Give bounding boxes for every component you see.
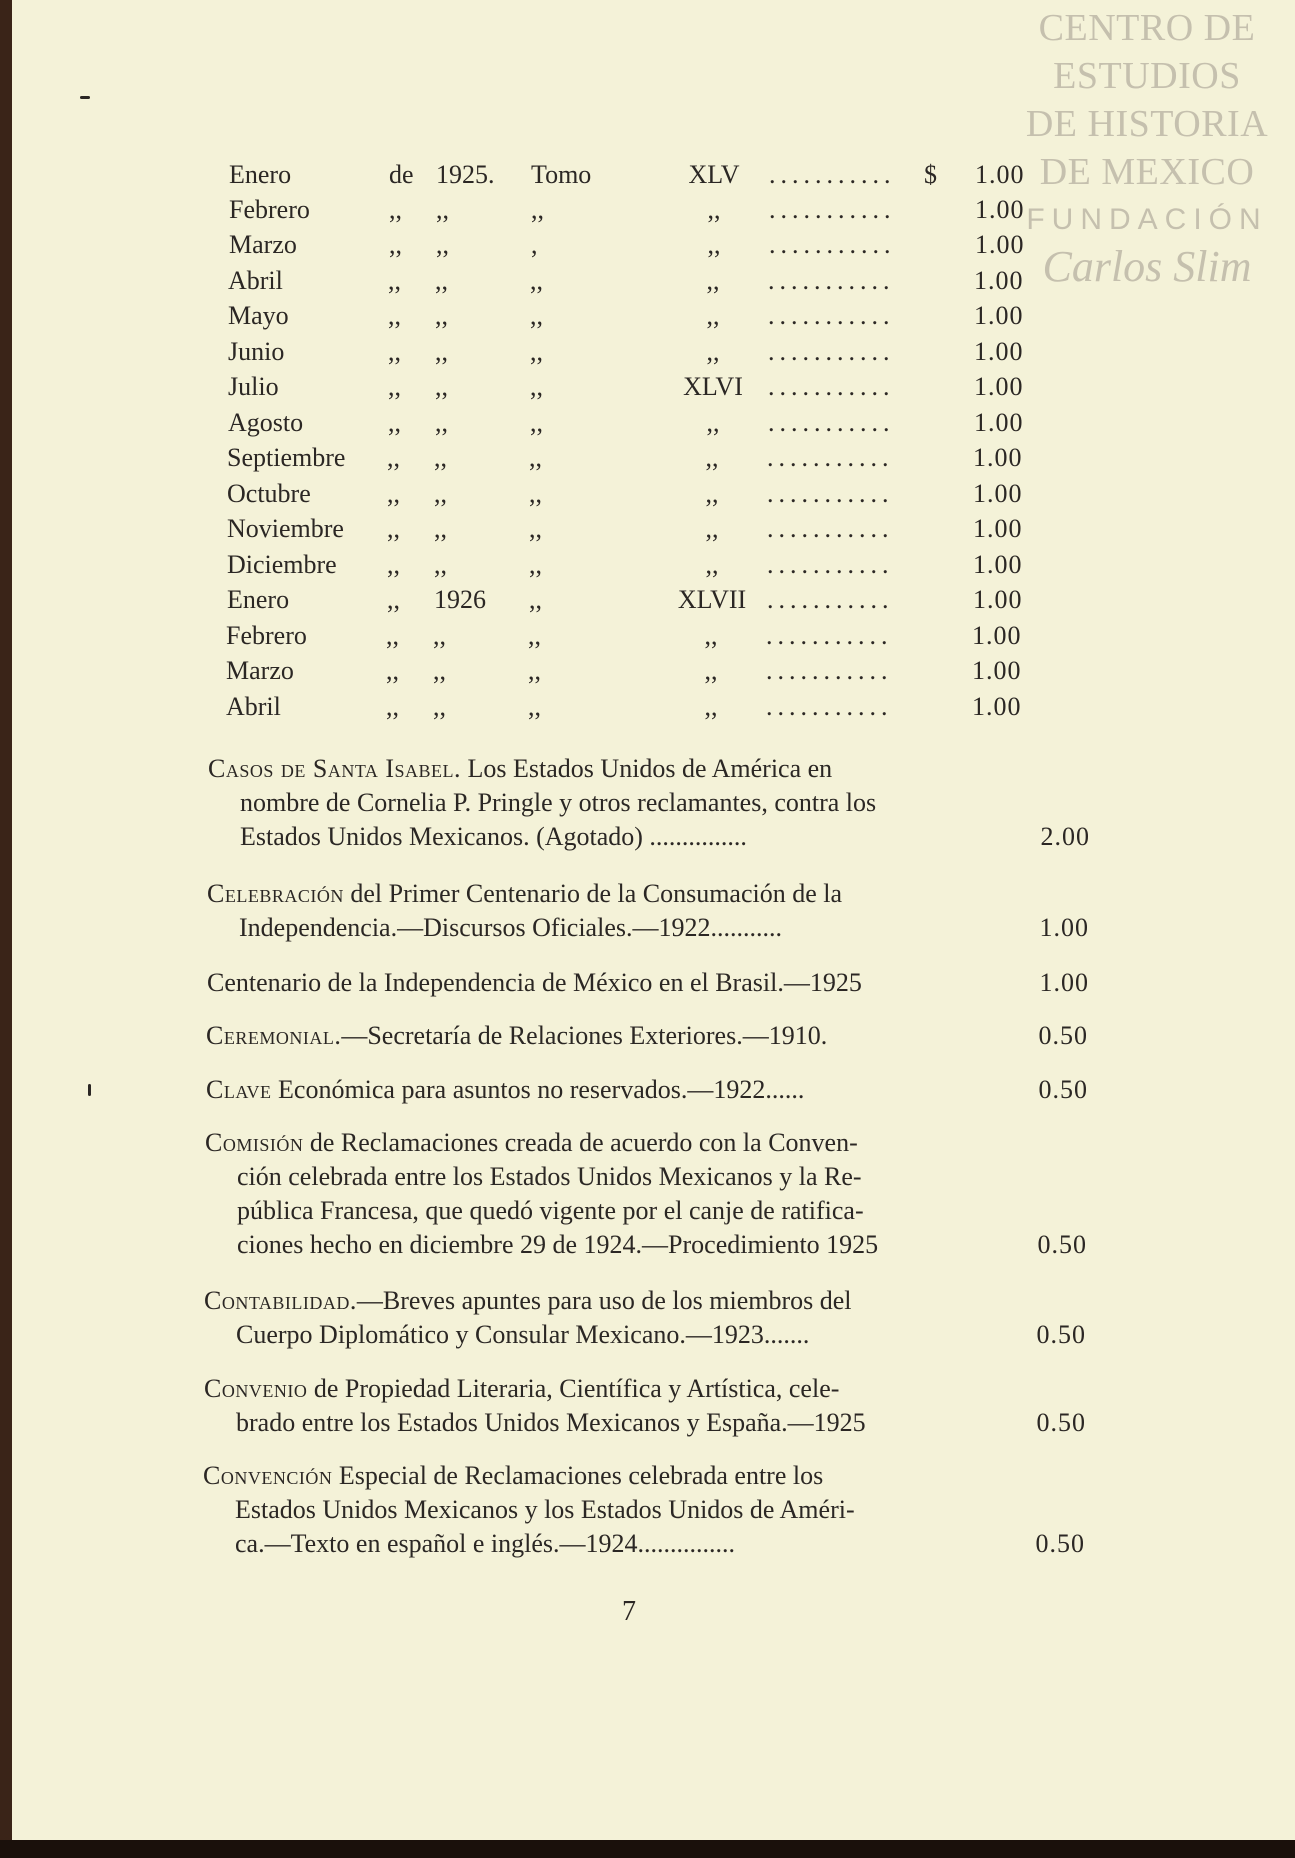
de-cell: ,,: [387, 550, 400, 579]
price-cell: 1.00: [973, 479, 1023, 508]
monthly-row: [228, 301, 1108, 335]
monthly-row: [228, 266, 1108, 300]
tomo-cell: ,,: [529, 479, 542, 508]
month-cell: Abril: [228, 266, 283, 295]
month-cell: Octubre: [227, 479, 311, 508]
tomo-cell: ,,: [529, 514, 542, 543]
tomo-cell: ,,: [531, 195, 544, 224]
month-cell: Febrero: [226, 621, 307, 650]
volume-cell: ,,: [704, 656, 718, 685]
entry-price: 0.50: [1035, 1529, 1085, 1558]
leader-dots: ...........: [769, 230, 896, 259]
entry-first-line: [204, 1372, 1086, 1406]
document-page: [12, 0, 1295, 1840]
de-cell: ,,: [387, 514, 400, 543]
entry-continuation-line: Estados Unidos Mexicanos. (Agotado) ...............: [240, 822, 747, 851]
month-cell: Septiembre: [227, 443, 346, 472]
entry-text: Económica para asuntos no reservados.—1922......: [278, 1075, 805, 1104]
entry-continuation-line: Independencia.—Discursos Oficiales.—1922...........: [239, 913, 782, 942]
de-cell: ,,: [386, 621, 399, 650]
entry-continuation-line: nombre de Cornelia P. Pringle y otros reclamantes, contra los: [240, 788, 877, 817]
entry-price: 0.50: [1038, 1075, 1088, 1104]
tomo-cell: ,,: [530, 372, 543, 401]
entry-continuation-line: pública Francesa, que quedó vigente por el canje de ratifica-: [237, 1196, 864, 1225]
publication-entry: [204, 1284, 1086, 1352]
month-cell: Junio: [228, 337, 285, 366]
entry-text: de Reclamaciones creada de acuerdo con la Conven-: [309, 1128, 858, 1157]
de-cell: ,,: [387, 443, 400, 472]
de-cell: ,,: [386, 692, 399, 721]
tomo-cell: ,,: [529, 443, 542, 472]
leader-dots: ...........: [768, 337, 895, 366]
month-cell: Mayo: [228, 301, 289, 330]
publication-entry: [206, 1073, 1088, 1107]
volume-cell: ,,: [705, 443, 719, 472]
entry-price: 0.50: [1038, 1021, 1088, 1050]
leader-dots: ...........: [768, 372, 895, 401]
month-cell: Marzo: [226, 656, 294, 685]
tomo-cell: ,,: [530, 408, 543, 437]
month-cell: Diciembre: [227, 550, 337, 579]
volume-cell: XLV: [688, 160, 740, 189]
entry-lead-word: Comisión: [205, 1128, 304, 1157]
entry-first-line: [207, 966, 1089, 1000]
publication-entry: [206, 1019, 1088, 1053]
entry-price: 1.00: [1039, 968, 1089, 997]
tomo-cell: ,,: [529, 585, 542, 614]
price-cell: 1.00: [974, 301, 1024, 330]
de-cell: ,,: [388, 266, 401, 295]
price-cell: 1.00: [973, 585, 1023, 614]
year-cell: ,,: [435, 301, 448, 330]
tomo-cell: ,,: [528, 656, 541, 685]
entry-text: Los Estados Unidos de América en: [467, 754, 833, 783]
watermark-line: CENTRO DE: [1038, 7, 1256, 49]
month-cell: Abril: [226, 692, 281, 721]
leader-dots: ...........: [768, 408, 895, 437]
entry-lead-word: Celebración: [207, 879, 344, 908]
price-cell: 1.00: [972, 692, 1022, 721]
price-cell: 1.00: [975, 195, 1025, 224]
de-cell: ,,: [388, 301, 401, 330]
watermark-foundation: FUNDACIÓN: [1026, 203, 1268, 236]
entry-price: 0.50: [1036, 1408, 1086, 1437]
leader-dots: ...........: [768, 266, 895, 295]
year-cell: ,,: [434, 443, 447, 472]
de-cell: ,,: [386, 656, 399, 685]
leader-dots: ...........: [766, 621, 893, 650]
monthly-row: [227, 443, 1107, 477]
leader-dots: ...........: [767, 479, 894, 508]
year-cell: 1925.: [436, 160, 495, 189]
watermark-signature: Carlos Slim: [1042, 242, 1252, 291]
month-cell: Enero: [227, 585, 290, 614]
tomo-cell: ,,: [529, 550, 542, 579]
scan-speck: [80, 96, 90, 99]
watermark-line: DE HISTORIA: [1025, 103, 1269, 145]
month-cell: Julio: [228, 372, 279, 401]
page-number: 7: [622, 1596, 636, 1627]
tomo-cell: ,: [531, 230, 538, 259]
entry-lead-word: Convenio: [204, 1374, 308, 1403]
price-cell: 1.00: [973, 514, 1023, 543]
de-cell: de: [389, 160, 414, 189]
volume-cell: ,,: [706, 301, 720, 330]
entry-lead-word: Ceremonial.: [206, 1021, 342, 1050]
price-cell: 1.00: [974, 372, 1024, 401]
year-cell: ,,: [433, 621, 446, 650]
tomo-cell: ,,: [528, 692, 541, 721]
entry-first-line: [206, 1019, 1088, 1053]
price-cell: 1.00: [974, 337, 1024, 366]
year-cell: ,,: [435, 266, 448, 295]
monthly-row: [227, 514, 1107, 548]
leader-dots: ...........: [767, 550, 894, 579]
leader-dots: ...........: [769, 195, 896, 224]
entry-continuation-line: brado entre los Estados Unidos Mexicanos y España.—1925: [236, 1408, 866, 1437]
entry-continuation-line: ción celebrada entre los Estados Unidos Mexicanos y la Re-: [237, 1162, 862, 1191]
scan-left-edge: [0, 0, 12, 1858]
monthly-row: [226, 621, 1106, 655]
entry-lead-word: Casos de Santa Isabel.: [208, 754, 462, 783]
volume-cell: XLVI: [683, 372, 743, 401]
volume-cell: ,,: [706, 266, 720, 295]
tomo-cell: ,,: [528, 621, 541, 650]
year-cell: ,,: [435, 337, 448, 366]
publication-entry: [205, 1126, 1087, 1262]
leader-dots: ...........: [766, 692, 893, 721]
leader-dots: ...........: [766, 656, 893, 685]
tomo-cell: ,,: [530, 266, 543, 295]
monthly-row: [227, 479, 1107, 513]
leader-dots: ...........: [767, 443, 894, 472]
entry-price: 2.00: [1040, 822, 1090, 851]
year-cell: ,,: [433, 692, 446, 721]
entry-first-line: [203, 1459, 1085, 1493]
leader-dots: ...........: [767, 585, 894, 614]
scan-speck: [88, 1084, 91, 1096]
year-cell: ,,: [435, 408, 448, 437]
entry-continuation-line: ciones hecho en diciembre 29 de 1924.—Procedimiento 1925: [237, 1230, 879, 1259]
price-cell: 1.00: [975, 230, 1025, 259]
tomo-cell: ,,: [530, 337, 543, 366]
entry-price: 0.50: [1037, 1230, 1087, 1259]
price-cell: 1.00: [974, 408, 1024, 437]
monthly-row: [229, 230, 1109, 264]
entry-text: Centenario de la Independencia de México en el Brasil.—1925: [207, 968, 862, 997]
price-cell: 1.00: [972, 621, 1022, 650]
month-cell: Marzo: [229, 230, 297, 259]
monthly-row: [227, 550, 1107, 584]
watermark-line: DE MEXICO: [1039, 151, 1255, 193]
publication-entry: [204, 1372, 1086, 1440]
month-cell: Noviembre: [227, 514, 344, 543]
year-cell: 1926: [434, 585, 486, 614]
publication-entry: [207, 877, 1089, 945]
leader-dots: ...........: [769, 160, 896, 189]
year-cell: ,,: [435, 372, 448, 401]
entry-lead-word: Clave: [206, 1075, 272, 1104]
monthly-row: [227, 585, 1107, 619]
month-cell: Enero: [229, 160, 292, 189]
entry-first-line: [205, 1126, 1087, 1160]
entry-text: de Propiedad Literaria, Científica y Artística, cele-: [313, 1374, 840, 1403]
volume-cell: ,,: [707, 195, 721, 224]
price-cell: 1.00: [973, 550, 1023, 579]
de-cell: ,,: [387, 585, 400, 614]
tomo-cell: Tomo: [531, 160, 592, 189]
monthly-row: [226, 692, 1106, 726]
entry-price: 1.00: [1039, 913, 1089, 942]
entry-price: 0.50: [1036, 1320, 1086, 1349]
publication-entry: [207, 966, 1089, 1000]
entry-first-line: [207, 877, 1089, 911]
monthly-row: [229, 160, 1109, 194]
price-cell: 1.00: [974, 266, 1024, 295]
volume-cell: ,,: [706, 337, 720, 366]
monthly-row: [229, 195, 1109, 229]
publication-entry: [203, 1459, 1085, 1561]
entry-continuation-line: ca.—Texto en español e inglés.—1924...............: [235, 1529, 736, 1558]
year-cell: ,,: [434, 550, 447, 579]
de-cell: ,,: [387, 479, 400, 508]
entry-text: —Secretaría de Relaciones Exteriores.—1910.: [341, 1021, 828, 1050]
entry-first-line: [208, 752, 1090, 786]
year-cell: ,,: [434, 479, 447, 508]
tomo-cell: ,,: [530, 301, 543, 330]
year-cell: ,,: [434, 514, 447, 543]
entry-first-line: [206, 1073, 1088, 1107]
volume-cell: ,,: [707, 230, 721, 259]
scan-bottom-edge: [0, 1840, 1295, 1858]
month-cell: Febrero: [229, 195, 310, 224]
de-cell: ,,: [388, 372, 401, 401]
volume-cell: ,,: [705, 479, 719, 508]
leader-dots: ...........: [768, 301, 895, 330]
year-cell: ,,: [436, 195, 449, 224]
entry-lead-word: Contabilidad.: [204, 1286, 357, 1315]
entry-text: —Breves apuntes para uso de los miembros del: [356, 1286, 852, 1315]
entry-text: del Primer Centenario de la Consumación de la: [350, 879, 843, 908]
publication-entry: [208, 752, 1090, 854]
volume-cell: XLVII: [677, 585, 747, 614]
entry-first-line: [204, 1284, 1086, 1318]
price-cell: 1.00: [973, 443, 1023, 472]
price-cell: 1.00: [972, 656, 1022, 685]
de-cell: ,,: [389, 230, 402, 259]
volume-cell: ,,: [705, 550, 719, 579]
month-cell: Agosto: [228, 408, 304, 437]
monthly-row: [228, 372, 1108, 406]
de-cell: ,,: [388, 337, 401, 366]
entry-lead-word: Convención: [203, 1461, 333, 1490]
monthly-row: [226, 656, 1106, 690]
volume-cell: ,,: [706, 408, 720, 437]
price-cell: 1.00: [975, 160, 1025, 189]
entry-continuation-line: Estados Unidos Mexicanos y los Estados Unidos de Améri-: [235, 1495, 855, 1524]
leader-dots: ...........: [767, 514, 894, 543]
monthly-row: [228, 408, 1108, 442]
volume-cell: ,,: [705, 514, 719, 543]
entry-text: Especial de Reclamaciones celebrada entre los: [338, 1461, 824, 1490]
year-cell: ,,: [436, 230, 449, 259]
de-cell: ,,: [389, 195, 402, 224]
monthly-row: [228, 337, 1108, 371]
volume-cell: ,,: [704, 621, 718, 650]
de-cell: ,,: [388, 408, 401, 437]
volume-cell: ,,: [704, 692, 718, 721]
entry-continuation-line: Cuerpo Diplomático y Consular Mexicano.—1923.......: [236, 1320, 810, 1349]
dollar-sign: $: [924, 160, 937, 189]
year-cell: ,,: [433, 656, 446, 685]
watermark-line: ESTUDIOS: [1053, 55, 1241, 97]
